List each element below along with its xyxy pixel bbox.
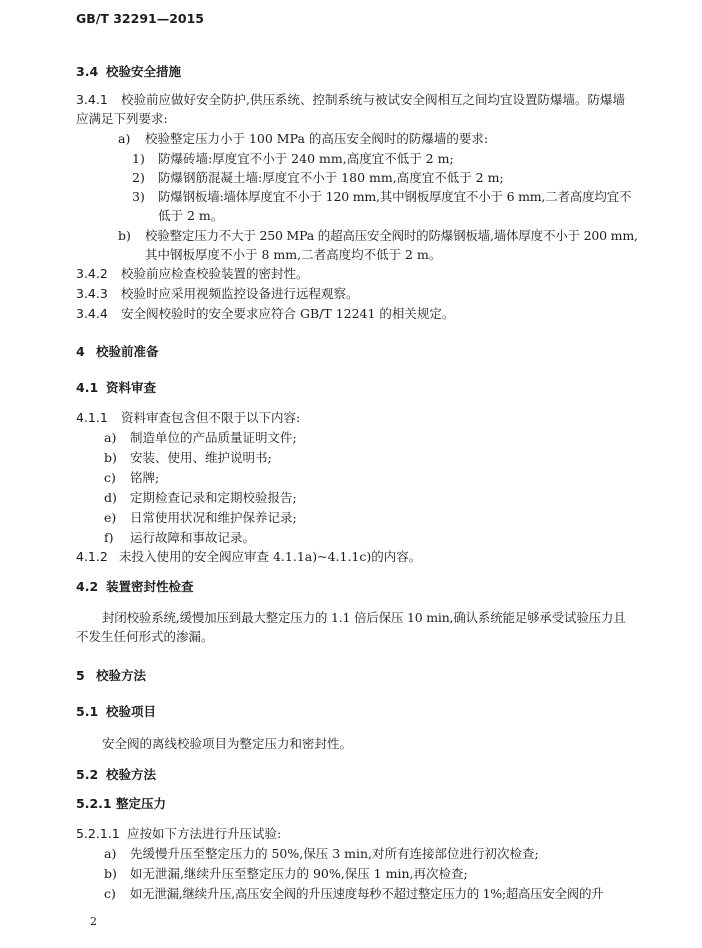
list-item-label: e) [104,510,117,525]
list-item-label: b) [118,228,131,243]
clause-5-2-1-1-number: 5.2.1.1 [76,826,120,841]
section-5-2-1-title: 整定压力 [116,796,167,811]
section-3-4-number: 3.4 [76,64,99,79]
section-4-2-title: 装置密封性检查 [106,579,194,594]
list-item-text: 制造单位的产品质量证明文件; [130,430,297,445]
sub-item-text: 防爆钢筋混凝土墙:厚度宜不小于 180 mm,高度宜不低于 2 m; [158,170,504,185]
sub-item-text: 防爆砖墙:厚度宜不小于 240 mm,高度宜不低于 2 m; [158,151,454,166]
list-item-text: 先缓慢升压至整定压力的 50%,保压 3 min,对所有连接部位进行初次检查; [130,846,539,861]
clause-5-2-1-1-text: 应按如下方法进行升压试验: [127,826,282,841]
section-4-1-title: 资料审查 [106,380,157,395]
list-item-label: b) [104,450,117,465]
list-item-label: c) [104,886,116,901]
sub-item-label: 1) [132,151,145,166]
list-item-text: 定期检查记录和定期校验报告; [130,490,297,505]
list-item-label: b) [104,866,117,881]
list-item-text: 校验整定压力不大于 250 MPa 的超高压安全阀时的防爆钢板墙,墙体厚度不小于 200 mm, [145,228,638,243]
sub-item-text: 防爆钢板墙:墙体厚度宜不小于 120 mm,其中钢板厚度宜不小于 6 mm,二者高度均宜不 [158,189,632,204]
list-item-label: f) [104,530,114,545]
list-item-text: 运行故障和事故记录。 [130,530,256,545]
clause-3-4-4-text: 安全阀校验时的安全要求应符合 GB/T 12241 的相关规定。 [121,306,455,321]
clause-3-4-1-text-cont: 应满足下列要求: [76,111,168,126]
paragraph-text: 安全阀的离线校验项目为整定压力和密封性。 [102,736,353,751]
clause-4-1-1-number: 4.1.1 [76,410,108,425]
clause-4-1-2-number: 4.1.2 [76,549,108,564]
section-5-title: 校验方法 [96,668,147,683]
section-5-number: 5 [76,668,85,683]
clause-3-4-3-number: 3.4.3 [76,286,108,301]
clause-3-4-1-number: 3.4.1 [76,92,108,107]
section-4-1-number: 4.1 [76,380,99,395]
list-item-label: a) [104,430,117,445]
clause-3-4-3-text: 校验时应采用视频监控设备进行远程观察。 [121,286,359,301]
section-4-number: 4 [76,344,85,359]
clause-3-4-4-number: 3.4.4 [76,306,108,321]
list-item-text: 校验整定压力小于 100 MPa 的高压安全阀时的防爆墙的要求: [145,131,489,146]
section-4-2-number: 4.2 [76,579,99,594]
section-5-2-number: 5.2 [76,767,99,782]
list-item-text: 如无泄漏,继续升压,高压安全阀的升压速度每秒不超过整定压力的 1%;超高压安全阀的升 [130,886,604,901]
clause-3-4-1-text: 校验前应做好安全防护,供压系统、控制系统与被试安全阀相互之间均宜设置防爆墙。防爆墙 [121,92,625,107]
list-item-label: d) [104,490,117,505]
section-5-1-title: 校验项目 [106,704,157,719]
standard-code-header: GB/T 32291—2015 [76,11,205,26]
sub-item-label: 2) [132,170,145,185]
clause-3-4-2-number: 3.4.2 [76,266,108,281]
paragraph-text: 封闭校验系统,缓慢加压到最大整定压力的 1.1 倍后保压 10 min,确认系统能足够承受试验压力且 [102,610,626,625]
list-item-text: 如无泄漏,继续升压至整定压力的 90%,保压 1 min,再次检查; [130,866,468,881]
section-5-1-number: 5.1 [76,704,99,719]
list-item-label: c) [104,470,116,485]
section-5-2-1-number: 5.2.1 [76,796,112,811]
section-3-4-title: 校验安全措施 [106,64,182,79]
list-item-text: 安装、使用、维护说明书; [130,450,272,465]
list-item-text-cont: 其中钢板厚度不小于 8 mm,二者高度均不低于 2 m。 [145,247,442,262]
page-number: 2 [90,915,97,928]
list-item-text: 铭牌; [130,470,160,485]
clause-3-4-2-text: 校验前应检查校验装置的密封性。 [121,266,309,281]
section-4-title: 校验前准备 [96,344,159,359]
list-item-label: a) [104,846,117,861]
clause-4-1-1-text: 资料审查包含但不限于以下内容: [121,410,301,425]
paragraph-text-cont: 不发生任何形式的渗漏。 [76,629,214,644]
list-item-label: a) [118,131,131,146]
sub-item-text-cont: 低于 2 m。 [158,208,224,223]
section-5-2-title: 校验方法 [106,767,157,782]
list-item-text: 日常使用状况和维护保养记录; [130,510,297,525]
clause-4-1-2-text: 未投入使用的安全阀应审查 4.1.1a)~4.1.1c)的内容。 [119,549,422,564]
sub-item-label: 3) [132,189,145,204]
